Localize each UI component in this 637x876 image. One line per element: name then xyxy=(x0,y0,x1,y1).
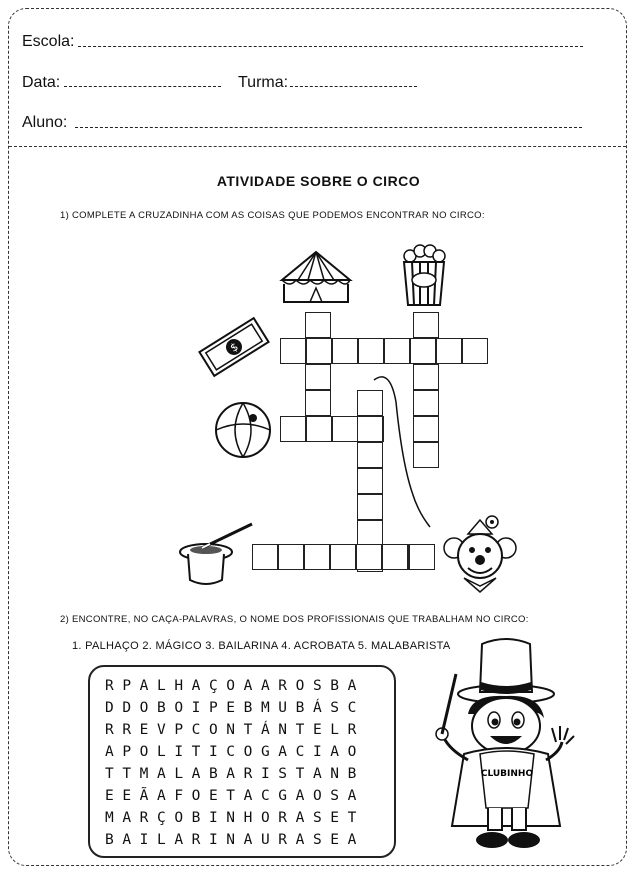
question-2: 2) ENCONTRE, NO CAÇA-PALAVRAS, O NOME DOS PROFISSIONAIS QUE TRABALHAM NO CIRCO: xyxy=(60,614,529,625)
crossword-cell[interactable] xyxy=(462,338,488,364)
date-field[interactable] xyxy=(64,86,221,87)
popcorn-icon xyxy=(400,242,448,308)
class-label: Turma: xyxy=(238,74,289,91)
crossword-cell[interactable] xyxy=(436,338,462,364)
student-label: Aluno: xyxy=(22,114,68,131)
activity-title: ATIVIDADE SOBRE O CIRCO xyxy=(216,173,421,189)
crossword-cell[interactable] xyxy=(332,416,358,442)
connector-line xyxy=(372,372,442,532)
svg-text:$: $ xyxy=(227,340,241,355)
word-search-row: MARÇOBINHORASET xyxy=(105,810,365,826)
crossword-cell[interactable] xyxy=(305,312,331,338)
ticket-icon xyxy=(198,316,270,378)
word-search-row: DDOBOIPEBMUBÁSC xyxy=(105,700,365,716)
crossword-cell[interactable] xyxy=(413,312,439,338)
word-search-row: TTMALABARISTANB xyxy=(105,766,365,782)
school-field[interactable] xyxy=(78,46,583,47)
crossword-cell[interactable] xyxy=(306,416,332,442)
magician-boy-icon xyxy=(428,630,578,860)
crossword-cell[interactable] xyxy=(332,338,358,364)
crossword-cell[interactable] xyxy=(410,338,436,364)
word-search-row: APOLITICOGACIAO xyxy=(105,744,365,760)
ball-icon xyxy=(213,400,273,460)
date-label: Data: xyxy=(22,74,61,91)
student-field[interactable] xyxy=(75,127,582,128)
magic-hat-icon xyxy=(176,522,256,588)
school-label: Escola: xyxy=(22,33,75,50)
crossword-cell[interactable] xyxy=(384,338,410,364)
crossword-cell[interactable] xyxy=(382,544,408,570)
clown-icon xyxy=(440,514,520,594)
crossword-cell[interactable] xyxy=(409,544,435,570)
crossword-cell[interactable] xyxy=(304,544,330,570)
crossword-cell[interactable] xyxy=(280,416,306,442)
word-search-row: RREVPCONTÁNTELR xyxy=(105,722,365,738)
crossword-cell[interactable] xyxy=(278,544,304,570)
mascot-shirt-text: CLUBINHO xyxy=(480,769,534,779)
class-field[interactable] xyxy=(290,86,417,87)
crossword-cell[interactable] xyxy=(330,544,356,570)
header-divider xyxy=(9,146,626,147)
word-search-row: EEÃAFOETACGAOSA xyxy=(105,788,365,804)
word-search-row: BAILARINAURASEA xyxy=(105,832,365,848)
circus-tent-icon xyxy=(276,250,356,306)
crossword-cell[interactable] xyxy=(358,338,384,364)
crossword-cell[interactable] xyxy=(306,338,332,364)
crossword-cell[interactable] xyxy=(305,364,331,390)
word-list: 1. PALHAÇO 2. MÁGICO 3. BAILARINA 4. ACROBATA 5. MALABARISTA xyxy=(72,640,451,652)
crossword-cell[interactable] xyxy=(356,544,382,570)
word-search-row: RPALHAÇOAAROSBA xyxy=(105,678,365,694)
word-search xyxy=(88,665,396,858)
crossword-cell[interactable] xyxy=(305,390,331,416)
question-1: 1) COMPLETE A CRUZADINHA COM AS COISAS QUE PODEMOS ENCONTRAR NO CIRCO: xyxy=(60,210,485,221)
crossword-cell[interactable] xyxy=(280,338,306,364)
